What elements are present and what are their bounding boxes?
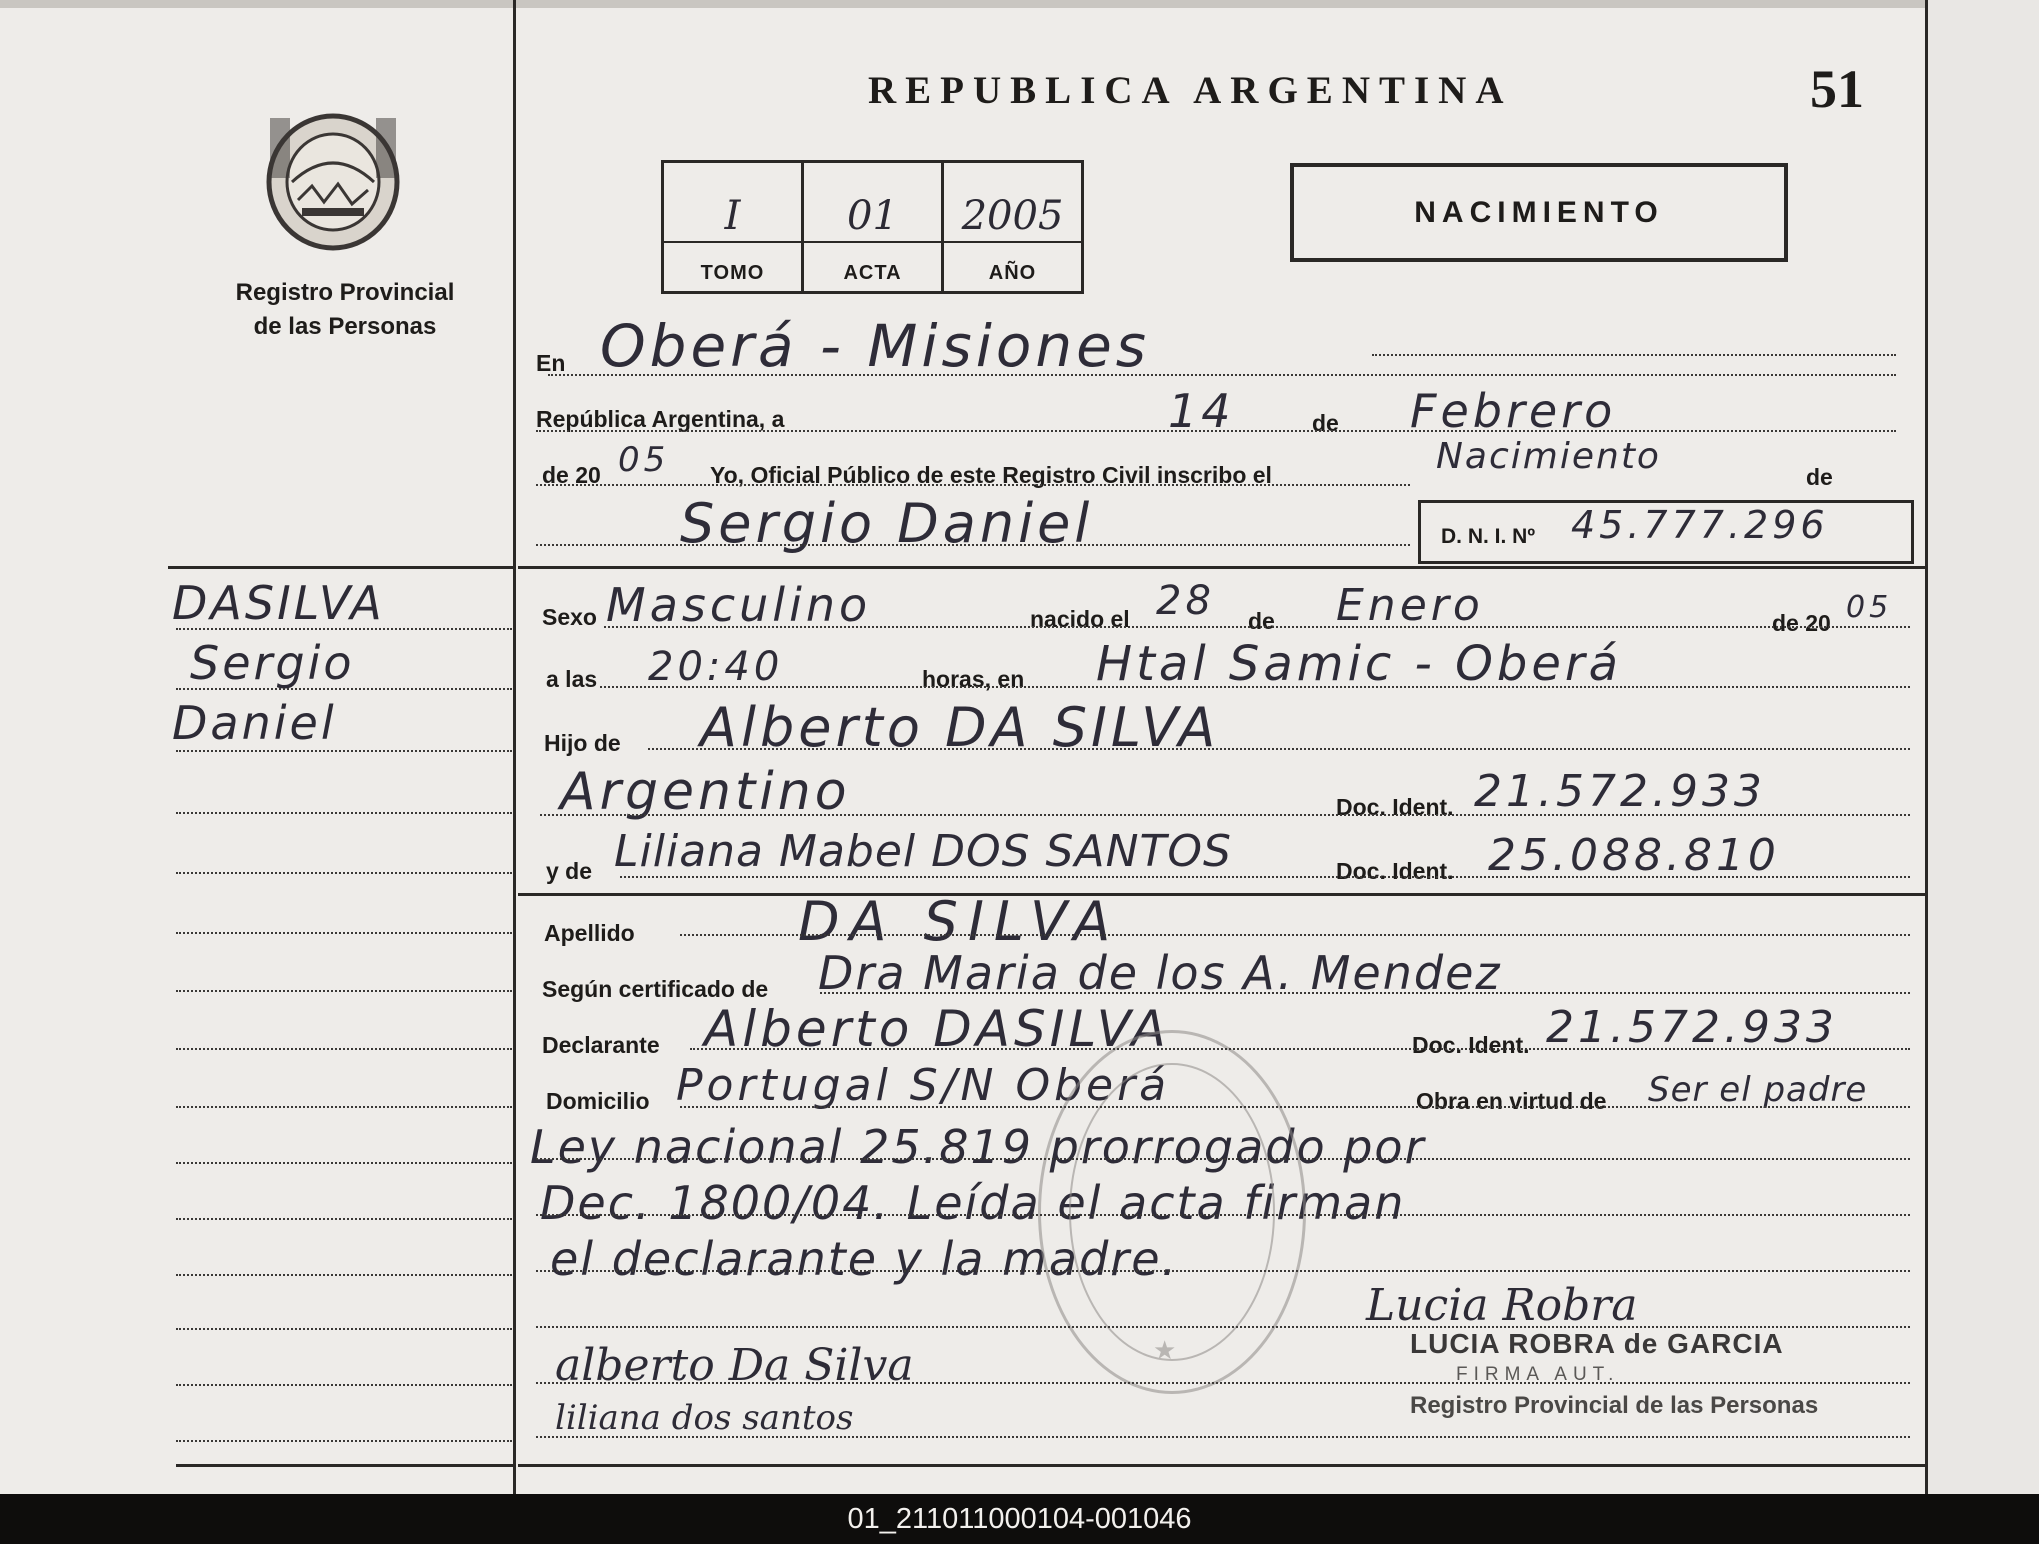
form-rule-1 <box>518 566 1926 569</box>
form-dotted-line <box>536 1326 1910 1328</box>
star-icon: ★ <box>1153 1335 1177 1365</box>
left-name-line-3: Daniel <box>172 696 337 750</box>
left-dotted-line <box>176 1162 512 1164</box>
form-dotted-line <box>536 544 1410 546</box>
page-edge <box>1925 0 2039 1494</box>
declarante-doc-value: 21.572.933 <box>1546 1002 1838 1053</box>
province-seal-icon <box>262 104 404 254</box>
registry-line-2: de las Personas <box>253 313 437 340</box>
form-dotted-line <box>620 876 1910 878</box>
left-dotted-line <box>176 1048 512 1050</box>
birth-year-prefix-label: de 20 <box>1772 610 1831 636</box>
en-value: Oberá - Misiones <box>600 312 1150 380</box>
registry-title-left <box>200 276 490 344</box>
form-dotted-line <box>648 748 1910 750</box>
firma-label: FIRMA AUT. <box>1456 1364 1620 1385</box>
nacido-label: nacido el <box>1030 606 1130 632</box>
sexo-value: Masculino <box>606 578 872 632</box>
month-value: Febrero <box>1410 384 1617 438</box>
dni-value: 45.777.296 <box>1571 503 1829 547</box>
yde-label: y de <box>546 858 593 884</box>
birthplace-value: Htal Samic - Oberá <box>1096 636 1623 692</box>
note-line-3: el declarante y la madre. <box>550 1232 1179 1286</box>
left-name-line-2: Sergio <box>190 636 355 690</box>
de-label-1: de <box>1312 410 1339 436</box>
form-dotted-line <box>536 1158 1910 1160</box>
domicilio-label: Domicilio <box>546 1088 650 1114</box>
form-dotted-line <box>536 1436 1910 1438</box>
top-edge <box>0 0 2039 8</box>
official-name: LUCIA ROBRA de GARCIA <box>1410 1328 1784 1359</box>
form-dotted-line <box>536 430 1896 432</box>
form-dotted-line <box>680 1106 1910 1108</box>
form-dotted-line <box>548 374 1896 376</box>
form-dotted-line <box>690 1048 1910 1050</box>
anio-value: 2005 <box>944 193 1081 243</box>
note-line-1: Ley nacional 25.819 prorrogado por <box>530 1120 1426 1174</box>
segun-certificado-label: Según certificado de <box>542 976 769 1002</box>
de-label-2: de <box>1806 464 1833 490</box>
left-dotted-line <box>176 812 512 814</box>
apellido-value: DA SILVA <box>798 890 1121 953</box>
scan-id-bar: 01_211011000104-001046 <box>0 1494 2039 1544</box>
alas-label: a las <box>546 666 598 692</box>
official-registry: Registro Provincial de las Personas <box>1410 1392 1819 1419</box>
birth-month-value: Enero <box>1336 580 1484 631</box>
certificate-value: Dra Maria de los A. Mendez <box>818 946 1502 1000</box>
doc-label-2: Doc. Ident. <box>1336 858 1454 884</box>
birth-year-value: 05 <box>1846 590 1893 625</box>
left-dotted-line <box>176 872 512 874</box>
republica-label: República Argentina, a <box>536 406 785 432</box>
form-dotted-line <box>536 1382 1910 1384</box>
dni-box <box>1418 500 1914 564</box>
person-name-value: Sergio Daniel <box>680 492 1094 555</box>
year-prefix-label: de 20 <box>542 462 601 488</box>
left-dotted-line <box>176 1384 512 1386</box>
father-nationality-value: Argentino <box>560 762 851 822</box>
note-line-2: Dec. 1800/04. Leída el acta firman <box>540 1176 1406 1230</box>
right-border <box>1925 0 1928 1494</box>
left-dotted-line <box>176 1274 512 1276</box>
form-dotted-line <box>540 814 1910 816</box>
act-type-value: Nacimiento <box>1436 436 1661 477</box>
obra-value: Ser el padre <box>1648 1070 1868 1110</box>
form-dotted-line <box>536 1214 1910 1216</box>
tomo-cell <box>664 163 804 291</box>
signature-father: alberto Da Silva <box>555 1340 914 1391</box>
tomo-label: TOMO <box>700 262 765 284</box>
record-type-box: NACIMIENTO <box>1290 163 1788 262</box>
father-value: Alberto DA SILVA <box>700 696 1220 759</box>
de-label-3: de <box>1248 608 1275 634</box>
form-dotted-line <box>536 1270 1910 1272</box>
hour-value: 20:40 <box>648 644 784 690</box>
registry-stamp <box>1038 1030 1306 1394</box>
acta-label: ACTA <box>843 262 902 284</box>
page-title: REPUBLICA ARGENTINA <box>868 69 1513 112</box>
horas-label: horas, en <box>922 666 1025 692</box>
mother-value: Liliana Mabel DOS SANTOS <box>614 826 1232 877</box>
sexo-label: Sexo <box>542 604 597 630</box>
left-border <box>513 0 516 1494</box>
form-dotted-line <box>600 686 1910 688</box>
left-header-rule <box>168 566 514 569</box>
left-dotted-line <box>176 1218 512 1220</box>
form-rule-bottom <box>518 1464 1926 1467</box>
form-rule-2 <box>518 893 1926 896</box>
record-code-table <box>661 160 1084 294</box>
anio-label: AÑO <box>988 262 1037 284</box>
official-signature: Lucia Robra <box>1366 1280 1638 1331</box>
form-dotted-line <box>1372 354 1896 356</box>
birth-day-value: 28 <box>1156 578 1215 624</box>
left-dotted-line <box>176 750 512 752</box>
obra-label: Obra en virtud de <box>1416 1088 1607 1114</box>
page-number: 51 <box>1810 59 1864 119</box>
left-dotted-line <box>176 932 512 934</box>
form-dotted-line <box>680 934 1910 936</box>
year-value: 05 <box>618 440 670 480</box>
form-dotted-line <box>536 484 1410 486</box>
tomo-value: I <box>664 193 801 243</box>
hijo-label: Hijo de <box>544 730 621 756</box>
anio-cell <box>944 163 1081 291</box>
left-dotted-line <box>176 628 512 630</box>
signature-mother: liliana dos santos <box>555 1398 854 1438</box>
declarante-value: Alberto DASILVA <box>704 1000 1170 1058</box>
left-rule-bottom <box>176 1464 514 1467</box>
acta-value: 01 <box>804 193 941 243</box>
acta-cell <box>804 163 944 291</box>
official-text: Yo, Oficial Público de este Registro Civil inscribo el <box>710 462 1272 488</box>
day-value: 14 <box>1168 384 1235 438</box>
mother-doc-value: 25.088.810 <box>1488 830 1780 881</box>
domicilio-value: Portugal S/N Oberá <box>676 1060 1171 1111</box>
left-dotted-line <box>176 1328 512 1330</box>
form-dotted-line <box>820 992 1910 994</box>
doc-label-3: Doc. Ident. <box>1412 1032 1530 1058</box>
en-label: En <box>536 350 566 376</box>
apellido-label: Apellido <box>544 920 635 946</box>
doc-label-1: Doc. Ident. <box>1336 794 1454 820</box>
declarante-label: Declarante <box>542 1032 660 1058</box>
form-dotted-line <box>604 626 1910 628</box>
left-dotted-line <box>176 990 512 992</box>
left-name-line-1: DASILVA <box>172 576 385 630</box>
dni-label: D. N. I. Nº <box>1441 525 1536 548</box>
father-doc-value: 21.572.933 <box>1474 766 1766 817</box>
left-dotted-line <box>176 1106 512 1108</box>
left-dotted-line <box>176 688 512 690</box>
left-dotted-line <box>176 1440 512 1442</box>
registry-line-1: Registro Provincial <box>235 279 455 306</box>
